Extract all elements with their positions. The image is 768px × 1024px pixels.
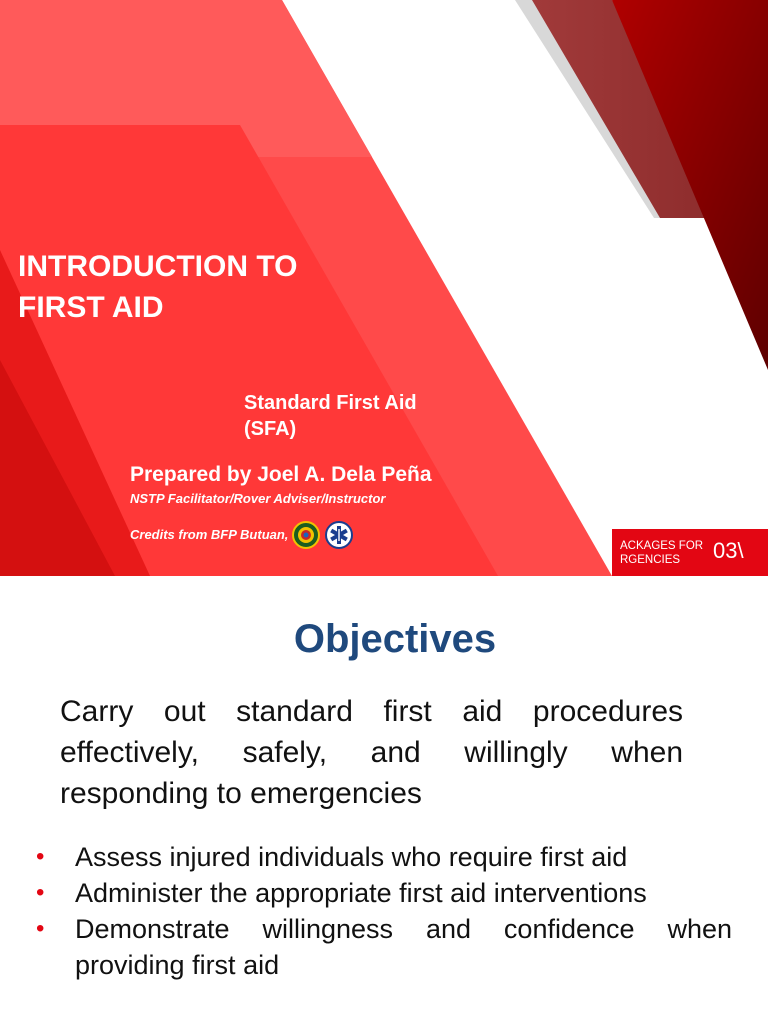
- list-item: [36, 839, 732, 875]
- objectives-list: [36, 839, 732, 983]
- title-line-2: FIRST AID: [18, 291, 164, 324]
- footer-line-1: ACKAGES FOR: [620, 540, 704, 552]
- objectives-title: Objectives: [293, 617, 497, 661]
- objectives-slide: [0, 576, 768, 1024]
- main-objective: Carry out standard first aid procedures effectively, safely, and willingly when responding to emergencies: [60, 695, 683, 810]
- list-item-text: Demonstrate willingness and confidence when providing first aid: [75, 914, 732, 980]
- title-line-1: INTRODUCTION TO: [18, 250, 298, 283]
- bullet-icon: •: [36, 915, 45, 942]
- prepared-by: Prepared by Joel A. Dela Peña: [130, 463, 432, 486]
- presenter-role: NSTP Facilitator/Rover Adviser/Instructor: [130, 491, 386, 506]
- footer-line-2: RGENCIES: [620, 554, 681, 566]
- course-name: [244, 390, 474, 442]
- slide-title: [18, 246, 378, 328]
- list-item-text: Administer the appropriate first aid interventions: [75, 878, 647, 908]
- course-line-1: Standard First Aid: [244, 392, 417, 414]
- seal-logo: [292, 521, 320, 549]
- page-number: 03\: [713, 538, 744, 563]
- bullet-icon: •: [36, 843, 45, 870]
- list-item-text: Assess injured individuals who require first aid: [75, 842, 628, 872]
- list-item: [36, 875, 732, 911]
- footer-label: [620, 539, 710, 567]
- credits-text: Credits from BFP Butuan,: [130, 527, 289, 542]
- list-item: [36, 911, 732, 983]
- star-of-life-logo: [325, 521, 353, 549]
- bullet-icon: •: [36, 879, 45, 906]
- course-line-2: (SFA): [244, 418, 297, 440]
